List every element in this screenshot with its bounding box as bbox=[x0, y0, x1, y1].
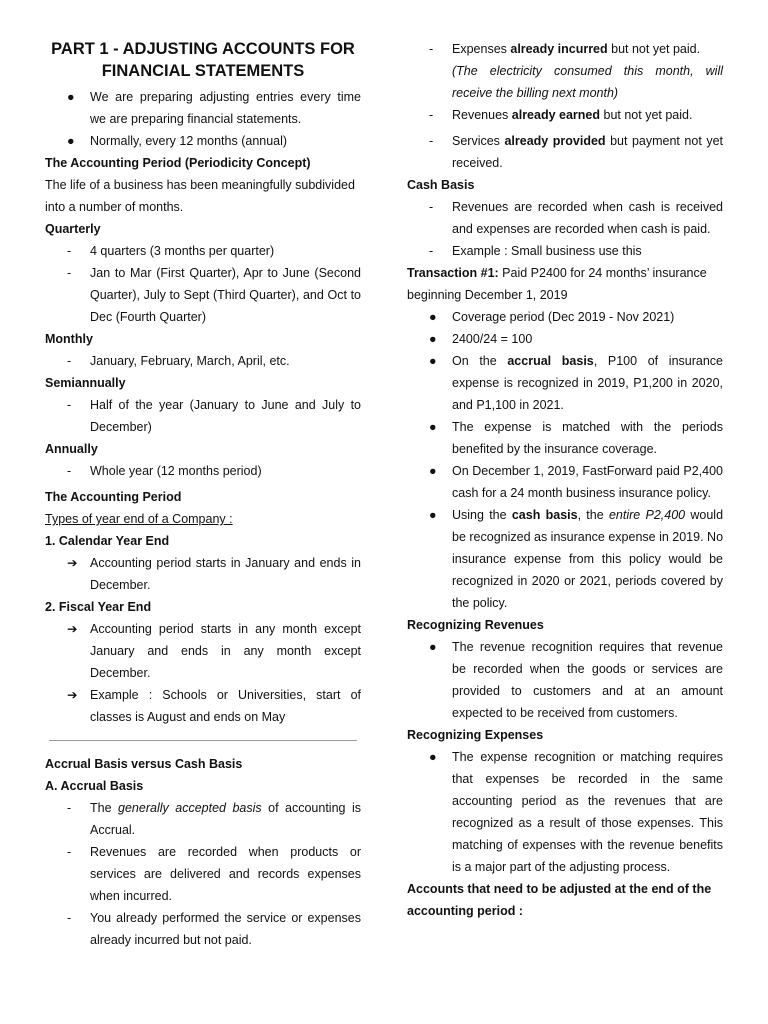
cash-list bbox=[407, 196, 723, 262]
note-text: (The electricity consumed this month, will receive the billing next month) bbox=[452, 64, 723, 100]
list-item: - January, February, March, April, etc. bbox=[45, 350, 361, 372]
intro-bullet-list bbox=[45, 86, 361, 152]
section-heading: Accounts that need to be adjusted at the end of the accounting period : bbox=[407, 882, 712, 918]
list-item: - Example : Small business use this bbox=[407, 240, 723, 262]
dash-marker: - bbox=[67, 801, 72, 815]
page-title: PART 1 - ADJUSTING ACCOUNTS FOR FINANCIAL STATEMENTS bbox=[51, 40, 355, 80]
underlined-label: Types of year end of a Company : bbox=[45, 512, 233, 526]
bullet-marker: ● bbox=[67, 134, 75, 148]
section-heading: Semiannually bbox=[45, 376, 126, 390]
list-item: - Jan to Mar (First Quarter), Apr to June (Second Quarter), July to Sept (Third Quarter), and Oct to Dec (Fourth Quarter) bbox=[45, 262, 361, 328]
section-heading: Quarterly bbox=[45, 222, 101, 236]
section-heading: The Accounting Period bbox=[45, 490, 182, 504]
dash-marker: - bbox=[67, 266, 72, 280]
list-item: ● On December 1, 2019, FastForward paid P2,400 cash for a 24 month business insurance policy. bbox=[407, 460, 723, 504]
list-item: - Services already provided but payment not yet received. bbox=[407, 130, 723, 174]
dash-marker: - bbox=[67, 845, 72, 859]
bullet-marker: ● bbox=[429, 310, 437, 324]
list-item: ➔ Accounting period starts in January and ends in December. bbox=[45, 552, 361, 596]
dash-marker: - bbox=[429, 200, 434, 214]
list-item: - Half of the year (January to June and July to December) bbox=[45, 394, 361, 438]
section-heading: 2. Fiscal Year End bbox=[45, 600, 152, 614]
list-item: - The generally accepted basis of accounting is Accrual. bbox=[45, 797, 361, 841]
arrow-marker: ➔ bbox=[67, 556, 78, 570]
list-item: - Revenues already earned but not yet paid. bbox=[407, 104, 723, 126]
calendar-list bbox=[45, 552, 361, 596]
list-item: ● The revenue recognition requires that revenue be recorded when the goods or services are provided to customers and at an amount expected to be received from customers. bbox=[407, 636, 723, 724]
bullet-marker: ● bbox=[429, 464, 437, 478]
list-item: - Whole year (12 months period) bbox=[45, 460, 361, 482]
bullet-marker: ● bbox=[429, 750, 437, 764]
section-heading: The Accounting Period (Periodicity Concept) bbox=[45, 156, 311, 170]
bullet-marker: ● bbox=[429, 354, 437, 368]
list-item: - Expenses already incurred but not yet paid. (The electricity consumed this month, will receive the billing next month) bbox=[407, 38, 723, 104]
dash-marker: - bbox=[429, 244, 434, 258]
right-column bbox=[407, 38, 723, 922]
list-item: ● Coverage period (Dec 2019 - Nov 2021) bbox=[407, 306, 723, 328]
dash-marker: - bbox=[67, 464, 72, 478]
paragraph: The life of a business has been meaningfully subdivided into a number of months. bbox=[45, 178, 355, 214]
section-heading: Accrual Basis versus Cash Basis bbox=[45, 757, 243, 771]
dash-marker: - bbox=[429, 108, 434, 122]
quarterly-list bbox=[45, 240, 361, 328]
section-heading: Recognizing Expenses bbox=[407, 728, 544, 742]
section-heading: 1. Calendar Year End bbox=[45, 534, 170, 548]
arrow-marker: ➔ bbox=[67, 622, 78, 636]
dash-marker: - bbox=[67, 398, 72, 412]
list-item: ➔ Example : Schools or Universities, start of classes is August and ends on May bbox=[45, 684, 361, 728]
bullet-marker: ● bbox=[429, 508, 437, 522]
dash-marker: - bbox=[429, 134, 434, 148]
list-item: - Revenues are recorded when cash is received and expenses are recorded when cash is paid. bbox=[407, 196, 723, 240]
list-item: - 4 quarters (3 months per quarter) bbox=[45, 240, 361, 262]
dash-marker: - bbox=[67, 354, 72, 368]
bullet-marker: ● bbox=[429, 640, 437, 654]
annually-list bbox=[45, 460, 361, 482]
bullet-marker: ● bbox=[429, 332, 437, 346]
list-item: - You already performed the service or expenses already incurred but not paid. bbox=[45, 907, 361, 951]
dash-marker: - bbox=[67, 911, 72, 925]
semiannually-list bbox=[45, 394, 361, 438]
bullet-marker: ● bbox=[67, 90, 75, 104]
transaction-paragraph: Transaction #1: Paid P2400 for 24 months’ insurance beginning December 1, 2019 bbox=[407, 266, 707, 302]
list-item: ● Normally, every 12 months (annual) bbox=[45, 130, 361, 152]
expenses-list bbox=[407, 746, 723, 878]
arrow-marker: ➔ bbox=[67, 688, 78, 702]
section-divider bbox=[49, 740, 357, 741]
dash-marker: - bbox=[67, 244, 72, 258]
bullet-marker: ● bbox=[429, 420, 437, 434]
section-heading: Annually bbox=[45, 442, 98, 456]
section-heading: Recognizing Revenues bbox=[407, 618, 544, 632]
list-item: ● Using the cash basis, the entire P2,400 would be recognized as insurance expense in 2019. No insurance expense from this policy would be recognized in 2020 or 2021, periods covered by the policy. bbox=[407, 504, 723, 614]
list-item: - Revenues are recorded when products or services are delivered and records expenses when incurred. bbox=[45, 841, 361, 907]
section-heading: A. Accrual Basis bbox=[45, 779, 144, 793]
list-item: ● On the accrual basis, P100 of insurance expense is recognized in 2019, P1,200 in 2020, and P1,100 in 2021. bbox=[407, 350, 723, 416]
section-heading: Cash Basis bbox=[407, 178, 475, 192]
list-item: ● The expense is matched with the periods benefited by the insurance coverage. bbox=[407, 416, 723, 460]
list-item: ● The expense recognition or matching requires that expenses be recorded in the same accounting period as the revenues that are recognized as a result of those expenses. This matching of expenses with the revenue benefits is a major part of the adjusting process. bbox=[407, 746, 723, 878]
list-item: ➔ Accounting period starts in any month except January and ends in any month except December. bbox=[45, 618, 361, 684]
transaction-list bbox=[407, 306, 723, 614]
accrual-list bbox=[45, 797, 361, 951]
monthly-list bbox=[45, 350, 361, 372]
section-heading: Monthly bbox=[45, 332, 93, 346]
list-item: ● 2400/24 = 100 bbox=[407, 328, 723, 350]
accrual-continued-list bbox=[407, 38, 723, 174]
list-item: ● We are preparing adjusting entries every time we are preparing financial statements. bbox=[45, 86, 361, 130]
revenues-list bbox=[407, 636, 723, 724]
left-column bbox=[45, 38, 361, 951]
fiscal-list bbox=[45, 618, 361, 728]
dash-marker: - bbox=[429, 42, 434, 56]
